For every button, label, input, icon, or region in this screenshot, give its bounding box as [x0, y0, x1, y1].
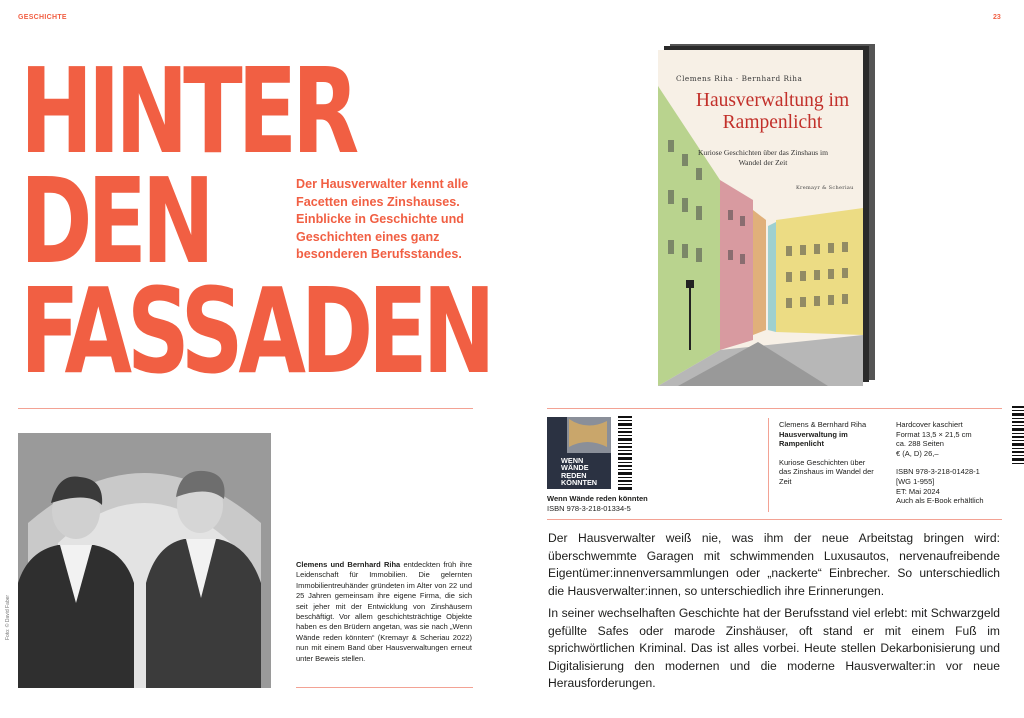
photo-credit: Foto: © David Faber — [5, 594, 11, 640]
book-info-release: ET: Mai 2024 — [896, 486, 940, 496]
cover-title: Hausverwaltung im Rampenlicht — [695, 90, 850, 133]
book-info-binding: Hardcover kaschiert — [896, 420, 963, 429]
cover-publisher: Kremayr & Scheriau — [796, 185, 854, 191]
book-info-title: Hausverwaltung im Rampenlicht — [779, 429, 848, 449]
previous-book-caption — [547, 494, 707, 513]
previous-book-cover — [547, 417, 611, 489]
book-info-details — [896, 420, 1008, 506]
previous-book-cover-line-1: WENN — [561, 456, 584, 465]
book-info-ebook: Auch als E-Book erhältlich — [896, 496, 984, 506]
cover-authors: Clemens Riha · Bernhard Riha — [676, 74, 803, 83]
barcode-icon — [1012, 406, 1024, 464]
author-bio — [296, 560, 472, 664]
previous-book-title: Wenn Wände reden könnten — [547, 494, 648, 503]
headline-line-2: DEN — [20, 152, 210, 290]
body-paragraph-2: In seiner wechselhaften Geschichte hat der Berufsstand viel erlebt: mit Schwarzgeld gefüllte Safes oder marode Zinshäuser, oft stand er mit einem Fuß im sprichwörtlichen Kriminal. Das ist alles vorbei. Heute stellen Dekarbonisierung und Digitalisierung den modernen und die moderne Hausverwalter:in vor neue Herausforderungen. — [548, 606, 1000, 691]
book-info-format: Format 13,5 × 21,5 cm — [896, 429, 972, 439]
author-bio-text: entdeckten früh ihre Leidenschaft für Immobilien. Die gelernten Immobilientreuhänder gründeten im Alter von 22 und 25 Jahren gemeinsam ihre eigene Firma, die sich seit jeher mit der Entwicklung von Zinshäusern beschäftigt. Vor allem geschichtsträchtige Objekte haben es den Brüdern angetan, was sie nach „Wenn Wände reden könnten“ (Kremayr & Scheriau 2022) nun mit einem Band über Hausverwaltungen erneut unter Beweis stellen. — [296, 560, 472, 663]
previous-book-cover-line-3: REDEN — [561, 470, 587, 480]
new-book-barcode — [1012, 406, 1024, 464]
book-info-main — [779, 420, 879, 487]
book-info-subtitle: Kuriose Geschichten über das Zinshaus im Wandel der Zeit — [779, 457, 874, 486]
author-photo-illustration — [18, 433, 271, 688]
page-number: 23 — [993, 14, 1001, 21]
divider-right-top — [547, 408, 1002, 409]
barcode-icon — [618, 416, 632, 490]
book-cover — [658, 50, 863, 386]
author-photo — [18, 433, 271, 688]
divider-left-bottom — [296, 687, 473, 688]
previous-book-cover-line-2: WÄNDE — [561, 463, 589, 473]
author-names: Clemens und Bernhard Riha — [296, 560, 401, 569]
book-info-pages: ca. 288 Seiten — [896, 439, 944, 449]
cover-subtitle: Kuriose Geschichten über das Zinshaus im Wandel der Zeit — [697, 148, 829, 167]
headline-line-1: HINTER — [20, 42, 355, 180]
divider-left-top — [18, 408, 473, 409]
book-info-authors: Clemens & Bernhard Riha — [779, 420, 867, 429]
divider-right-bottom — [547, 519, 1002, 520]
book-info-wg: [WG 1-955] — [896, 476, 935, 486]
previous-book-isbn: ISBN 978-3-218-01334-5 — [547, 503, 631, 513]
headline-line-3: FASSADEN — [20, 262, 491, 400]
book-info-price: € (A, D) 26,– — [896, 448, 939, 458]
lead-paragraph: Der Hausverwalter kennt alle Facetten eines Zinshauses. Einblicke in Geschichte und Geschichten eines ganz besonderen Berufsstandes. — [296, 177, 469, 262]
previous-book-barcode — [618, 416, 632, 490]
section-label: GESCHICHTE — [18, 14, 67, 21]
body-paragraph-1: Der Hausverwalter weiß nie, was ihm der neue Arbeitstag bringen wird: überschwemmte Garagen mit schwimmenden Luxusautos, nervenaufreibende Eigentümer:innenversammlungen oder „nackerte“ Einbrecher. So unterschiedlich die Hausverwalter:innen, so unterschiedlich ihre Erinnerungen. — [548, 531, 1000, 598]
book-info-isbn: ISBN 978-3-218-01428-1 — [896, 467, 980, 477]
previous-book-cover-line-4: KÖNNTEN — [561, 478, 598, 488]
info-column-divider — [768, 418, 769, 512]
